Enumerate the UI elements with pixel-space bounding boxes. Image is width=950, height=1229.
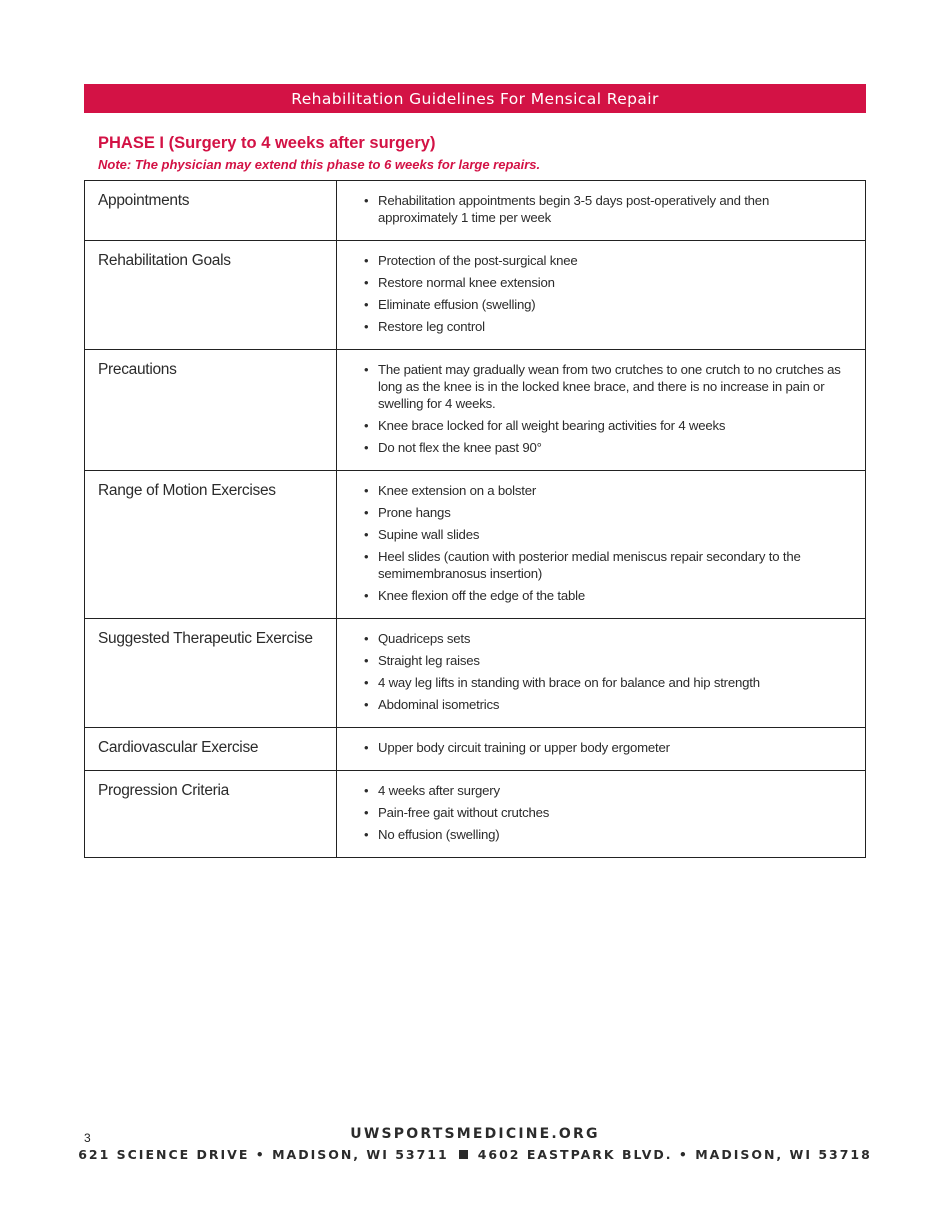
phase-title: PHASE I (Surgery to 4 weeks after surgery) [98,134,436,152]
row-label: Progression Criteria [85,771,337,858]
list-item: • Straight leg raises [363,652,849,669]
row-items [337,471,866,619]
list-item: • Pain-free gait without crutches [363,804,849,821]
list-item: • Heel slides (caution with posterior medial meniscus repair secondary to the semimembranosus insertion) [363,548,849,582]
footer-address [0,1147,950,1162]
row-label: Rehabilitation Goals [85,241,337,350]
row-label: Cardiovascular Exercise [85,728,337,771]
table-row [85,350,866,471]
banner-title: Rehabilitation Guidelines For Mensical Repair [84,84,866,113]
bullet-list [363,782,849,843]
list-item: • Protection of the post-surgical knee [363,252,849,269]
table-row [85,619,866,728]
bullet-list [363,630,849,713]
row-items [337,241,866,350]
row-items [337,181,866,241]
bullet-list [363,192,849,226]
table-row [85,241,866,350]
guidelines-table-body [85,181,866,858]
list-item: • The patient may gradually wean from two crutches to one crutch to no crutches as long as the knee is in the locked knee brace, and there is no increase in pain or swelling for 4 weeks. [363,361,849,412]
list-item: • Rehabilitation appointments begin 3-5 days post-operatively and then approximately 1 time per week [363,192,849,226]
footer-website: UWSPORTSMEDICINE.ORG [350,1126,600,1142]
phase-note: Note: The physician may extend this phase to 6 weeks for large repairs. [98,157,541,172]
list-item: • Do not flex the knee past 90° [363,439,849,456]
row-label: Range of Motion Exercises [85,471,337,619]
list-item: • Supine wall slides [363,526,849,543]
list-item: • Restore leg control [363,318,849,335]
list-item: • Knee brace locked for all weight bearing activities for 4 weeks [363,417,849,434]
list-item: • 4 weeks after surgery [363,782,849,799]
row-label: Suggested Therapeutic Exercise [85,619,337,728]
list-item: • Abdominal isometrics [363,696,849,713]
row-items [337,350,866,471]
table-row [85,728,866,771]
row-label: Appointments [85,181,337,241]
table-row [85,181,866,241]
footer-address-science-drive: 621 SCIENCE DRIVE • MADISON, WI 53711 [78,1147,449,1162]
list-item: • Upper body circuit training or upper body ergometer [363,739,849,756]
bullet-list [363,361,849,456]
page-number: 3 [84,1131,91,1145]
row-items [337,771,866,858]
guidelines-table [84,180,866,858]
table-row [85,771,866,858]
footer-address-eastpark: 4602 EASTPARK BLVD. • MADISON, WI 53718 [477,1147,872,1162]
square-separator-icon [459,1150,468,1159]
list-item: • No effusion (swelling) [363,826,849,843]
list-item: • Knee extension on a bolster [363,482,849,499]
list-item: • Restore normal knee extension [363,274,849,291]
list-item: • Eliminate effusion (swelling) [363,296,849,313]
list-item: • Quadriceps sets [363,630,849,647]
list-item: • Knee flexion off the edge of the table [363,587,849,604]
bullet-list [363,482,849,604]
bullet-list [363,252,849,335]
list-item: • Prone hangs [363,504,849,521]
list-item: • 4 way leg lifts in standing with brace on for balance and hip strength [363,674,849,691]
bullet-list [363,739,849,756]
table-row [85,471,866,619]
row-label: Precautions [85,350,337,471]
row-items [337,619,866,728]
row-items [337,728,866,771]
